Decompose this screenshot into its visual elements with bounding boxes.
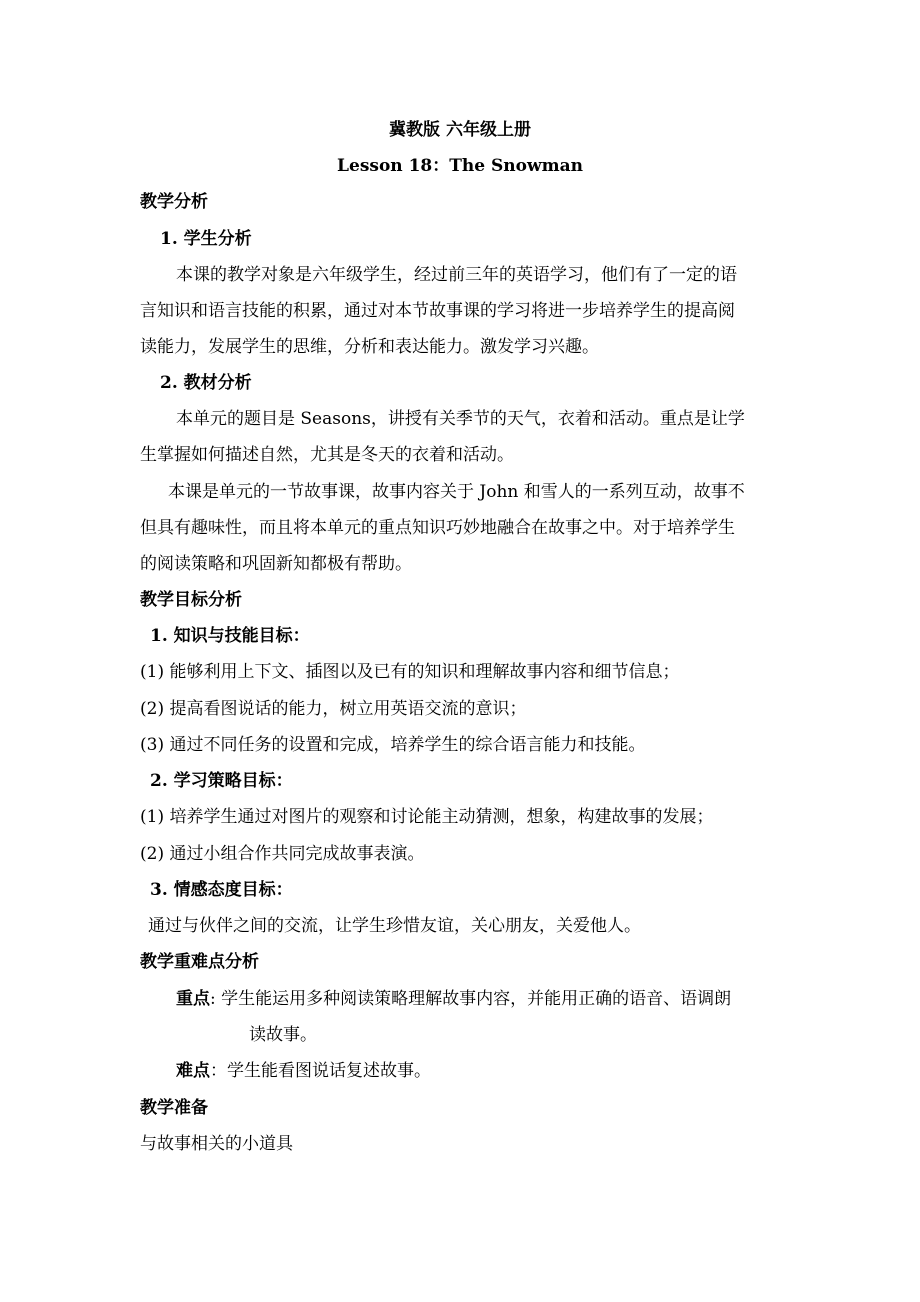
subheading-student-analysis: 1. 学生分析 bbox=[160, 229, 252, 249]
key-point-continuation: 读故事。 bbox=[249, 1025, 317, 1045]
section-heading-key-points: 教学重难点分析 bbox=[140, 952, 259, 972]
document-title: 冀教版 六年级上册 bbox=[389, 120, 531, 140]
subheading-material-analysis: 2. 教材分析 bbox=[160, 373, 252, 393]
paragraph-line: 本课是单元的一节故事课，故事内容关于 John 和雪人的一系列互动，故事不 bbox=[168, 482, 745, 502]
section-heading-objectives: 教学目标分析 bbox=[140, 590, 242, 610]
subheading-emotional-goals: 3. 情感态度目标： bbox=[150, 880, 293, 900]
key-point-text: : 学生能运用多种阅读策略理解故事内容，并能用正确的语音、语调朗 bbox=[210, 989, 732, 1009]
paragraph-line: 的阅读策略和巩固新知都极有帮助。 bbox=[140, 554, 412, 574]
preparation-text: 与故事相关的小道具 bbox=[140, 1134, 293, 1154]
section-heading-preparation: 教学准备 bbox=[140, 1098, 208, 1118]
list-item: (1) 培养学生通过对图片的观察和讨论能主动猜测，想象，构建故事的发展； bbox=[140, 807, 714, 827]
list-item: (3) 通过不同任务的设置和完成，培养学生的综合语言能力和技能。 bbox=[140, 735, 646, 755]
list-item: (1) 能够利用上下文、插图以及已有的知识和理解故事内容和细节信息； bbox=[140, 662, 680, 682]
lesson-title: Lesson 18：The Snowman bbox=[337, 156, 583, 176]
paragraph-line: 读能力，发展学生的思维，分析和表达能力。激发学习兴趣。 bbox=[140, 337, 599, 357]
list-item: (2) 提高看图说话的能力，树立用英语交流的意识； bbox=[140, 699, 527, 719]
key-point-label: 重点 bbox=[176, 989, 210, 1009]
paragraph-line: 通过与伙伴之间的交流，让学生珍惜友谊，关心朋友，关爱他人。 bbox=[148, 916, 641, 936]
paragraph-line: 生掌握如何描述自然，尤其是冬天的衣着和活动。 bbox=[140, 445, 514, 465]
section-heading-teaching-analysis: 教学分析 bbox=[140, 192, 208, 212]
subheading-knowledge-skills: 1. 知识与技能目标： bbox=[150, 626, 310, 646]
paragraph-line: 言知识和语言技能的积累，通过对本节故事课的学习将进一步培养学生的提高阅 bbox=[140, 301, 735, 321]
key-point-line bbox=[176, 987, 731, 1011]
difficulty-label: 难点 bbox=[176, 1061, 210, 1081]
paragraph-line: 但具有趣味性，而且将本单元的重点知识巧妙地融合在故事之中。对于培养学生 bbox=[140, 518, 735, 538]
list-item: (2) 通过小组合作共同完成故事表演。 bbox=[140, 844, 425, 864]
difficulty-line bbox=[176, 1059, 431, 1083]
subheading-learning-strategy: 2. 学习策略目标： bbox=[150, 771, 293, 791]
paragraph-line: 本课的教学对象是六年级学生，经过前三年的英语学习，他们有了一定的语 bbox=[176, 265, 737, 285]
paragraph-line: 本单元的题目是 Seasons，讲授有关季节的天气，衣着和活动。重点是让学 bbox=[176, 409, 745, 429]
difficulty-text: ：学生能看图说话复述故事。 bbox=[210, 1061, 431, 1081]
